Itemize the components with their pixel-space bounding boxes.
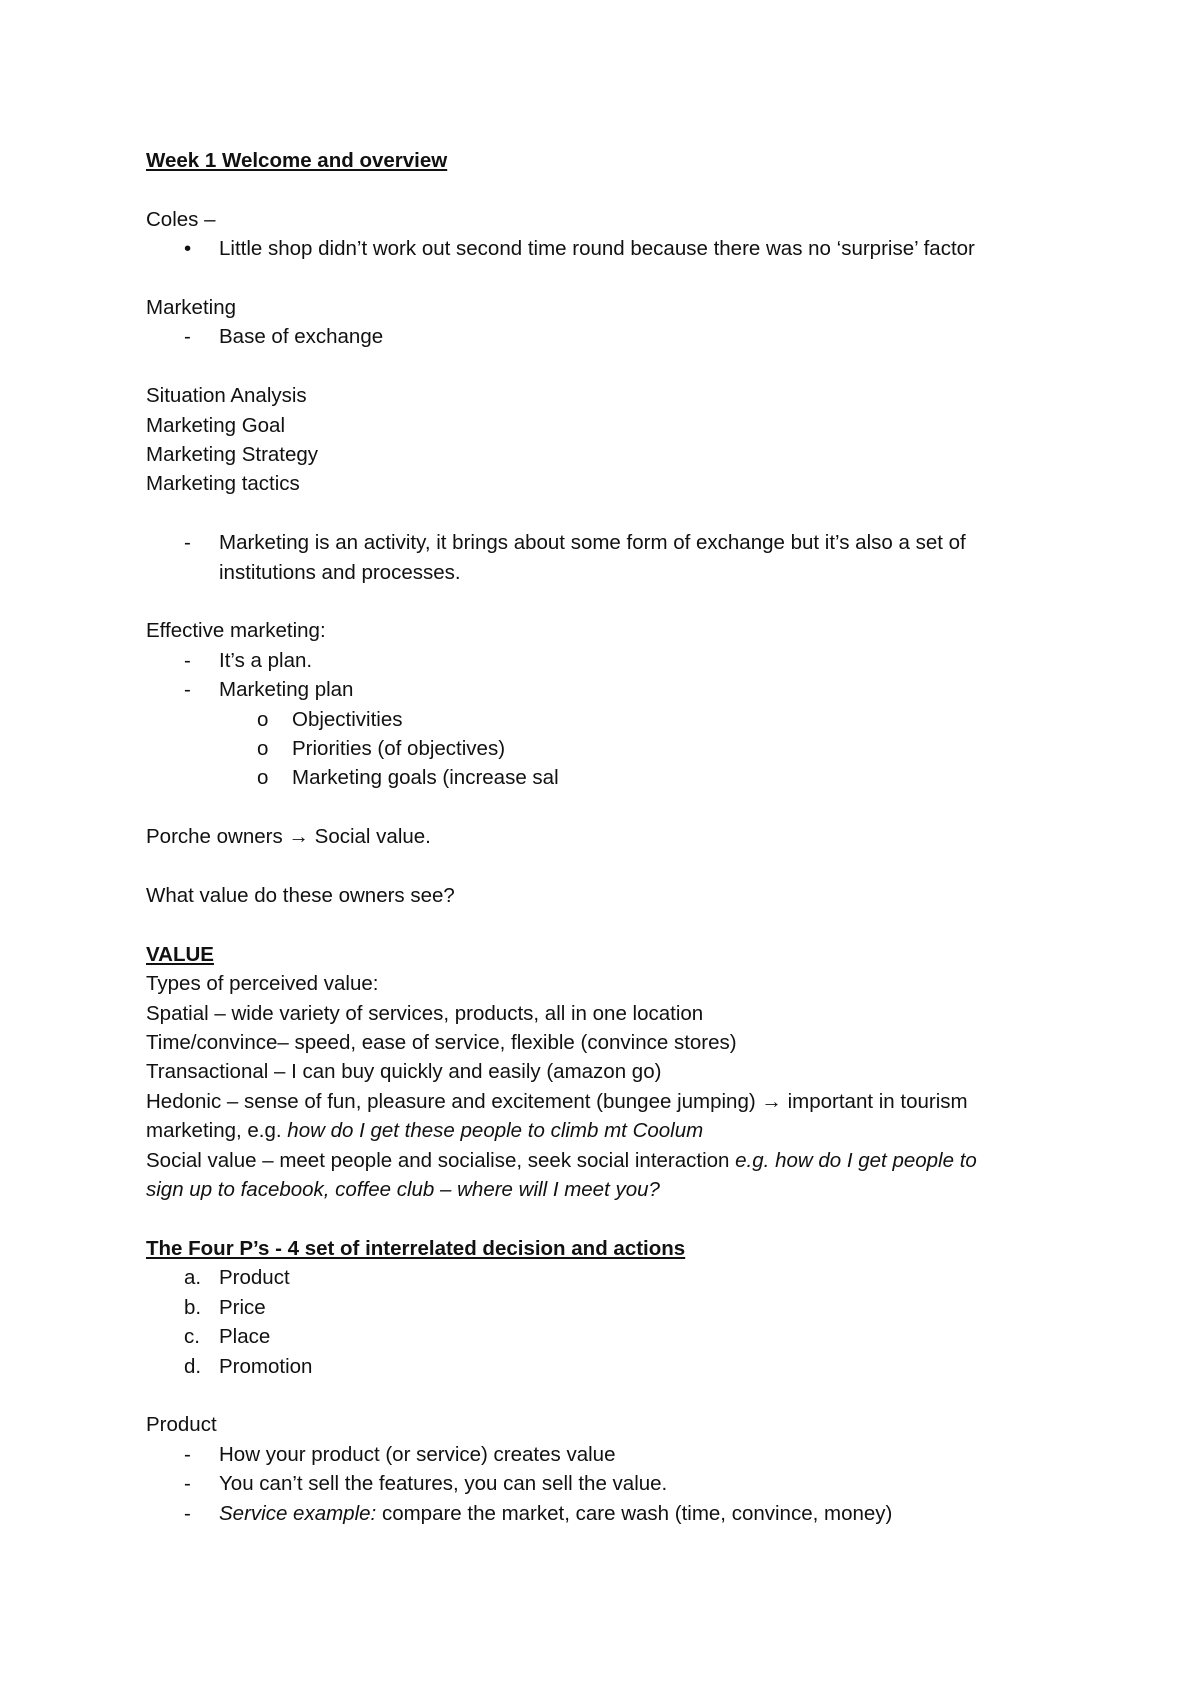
circle-marker: o xyxy=(257,766,269,790)
plan-step: Situation Analysis xyxy=(146,384,307,408)
value-transactional: Transactional – I can buy quickly and easily (amazon go) xyxy=(146,1060,662,1084)
product-item-text: compare the market, care wash (time, convince, money) xyxy=(381,1501,893,1525)
list-item xyxy=(146,646,1076,675)
dash-marker: - xyxy=(184,531,191,555)
dash-marker: - xyxy=(184,325,191,349)
hedonic-post-text: important in tourism xyxy=(787,1089,968,1113)
four-ps-label: Promotion xyxy=(219,1354,313,1378)
hedonic-eg-text: marketing, e.g. xyxy=(146,1119,282,1143)
list-marker: b. xyxy=(184,1295,202,1319)
coles-heading: Coles – xyxy=(146,207,216,231)
hedonic-text: Hedonic – sense of fun, pleasure and excitement (bungee jumping) xyxy=(146,1089,756,1113)
list-item xyxy=(146,1440,1076,1469)
value-spatial: Spatial – wide variety of services, products, all in one location xyxy=(146,1001,704,1025)
porche-line xyxy=(146,822,1076,851)
coles-bullet-text: Little shop didn’t work out second time round because there was no ‘surprise’ factor xyxy=(219,237,975,261)
sub-item-text: Objectivities xyxy=(292,707,403,731)
dash-marker: - xyxy=(184,678,191,702)
circle-marker: o xyxy=(257,737,269,761)
effective-item-text: It’s a plan. xyxy=(219,648,313,672)
marketing-heading: Marketing xyxy=(146,296,237,319)
sub-list-item xyxy=(146,734,1076,763)
list-item xyxy=(146,1293,1076,1322)
plan-step: Marketing Goal xyxy=(146,413,286,437)
product-item-text: You can’t sell the features, you can sell the value. xyxy=(219,1472,668,1496)
value-heading: VALUE xyxy=(146,942,214,966)
plan-step: Marketing Strategy xyxy=(146,443,319,467)
list-item xyxy=(146,1263,1076,1292)
four-ps-heading: The Four P’s - 4 set of interrelated decision and actions xyxy=(146,1236,686,1260)
list-item xyxy=(146,1322,1076,1351)
value-intro: Types of perceived value: xyxy=(146,972,379,996)
dash-marker: - xyxy=(184,1501,191,1525)
arrow-right-icon: → xyxy=(288,825,309,849)
list-marker: a. xyxy=(184,1266,202,1290)
list-item xyxy=(146,322,1076,351)
hedonic-italic-text: how do I get these people to climb mt Coolum xyxy=(287,1119,704,1143)
activity-note-text: Marketing is an activity, it brings about some form of exchange but it’s also a set of institutions and processes. xyxy=(219,531,966,584)
list-item xyxy=(146,675,1076,704)
circle-marker: o xyxy=(257,707,269,731)
arrow-right-icon: → xyxy=(761,1089,782,1113)
sub-list-item xyxy=(146,705,1076,734)
sub-list-item xyxy=(146,763,1076,792)
page-title: Week 1 Welcome and overview xyxy=(146,149,448,172)
porche-pre-text: Porche owners xyxy=(146,825,283,849)
value-social-cont: sign up to facebook, coffee club – where will I meet you? xyxy=(146,1178,660,1202)
value-social xyxy=(146,1146,1076,1175)
list-marker: c. xyxy=(184,1325,200,1349)
dash-marker: - xyxy=(184,1442,191,1466)
list-item xyxy=(146,528,1036,587)
marketing-item-text: Base of exchange xyxy=(219,325,384,349)
dash-marker: - xyxy=(184,1472,191,1496)
list-item xyxy=(146,1352,1076,1381)
value-time: Time/convince– speed, ease of service, flexible (convince stores) xyxy=(146,1031,737,1055)
list-item xyxy=(146,1499,1076,1528)
value-hedonic-cont xyxy=(146,1116,1076,1145)
list-item xyxy=(146,1469,1076,1498)
document-body xyxy=(146,146,1076,1528)
dash-marker: - xyxy=(184,648,191,672)
plan-step: Marketing tactics xyxy=(146,472,300,496)
social-eg-text: e.g. xyxy=(735,1148,770,1172)
effective-item-text: Marketing plan xyxy=(219,678,354,702)
four-ps-label: Price xyxy=(219,1295,266,1319)
list-item xyxy=(146,234,1076,263)
social-italic-text: how do I get people to xyxy=(775,1148,977,1172)
product-item-text: How your product (or service) creates value xyxy=(219,1442,616,1466)
question-line: What value do these owners see? xyxy=(146,884,455,908)
effective-heading: Effective marketing: xyxy=(146,619,326,643)
list-marker: d. xyxy=(184,1354,202,1378)
sub-item-text: Marketing goals (increase sal xyxy=(292,766,559,790)
social-text: Social value – meet people and socialise, seek social interaction xyxy=(146,1148,730,1172)
bullet-marker: • xyxy=(184,237,192,261)
four-ps-label: Place xyxy=(219,1325,271,1349)
porche-post-text: Social value. xyxy=(314,825,431,849)
value-hedonic xyxy=(146,1087,1076,1116)
product-heading: Product xyxy=(146,1413,217,1437)
sub-item-text: Priorities (of objectives) xyxy=(292,737,506,761)
product-italic-text: Service example: xyxy=(219,1501,377,1525)
four-ps-label: Product xyxy=(219,1266,290,1290)
